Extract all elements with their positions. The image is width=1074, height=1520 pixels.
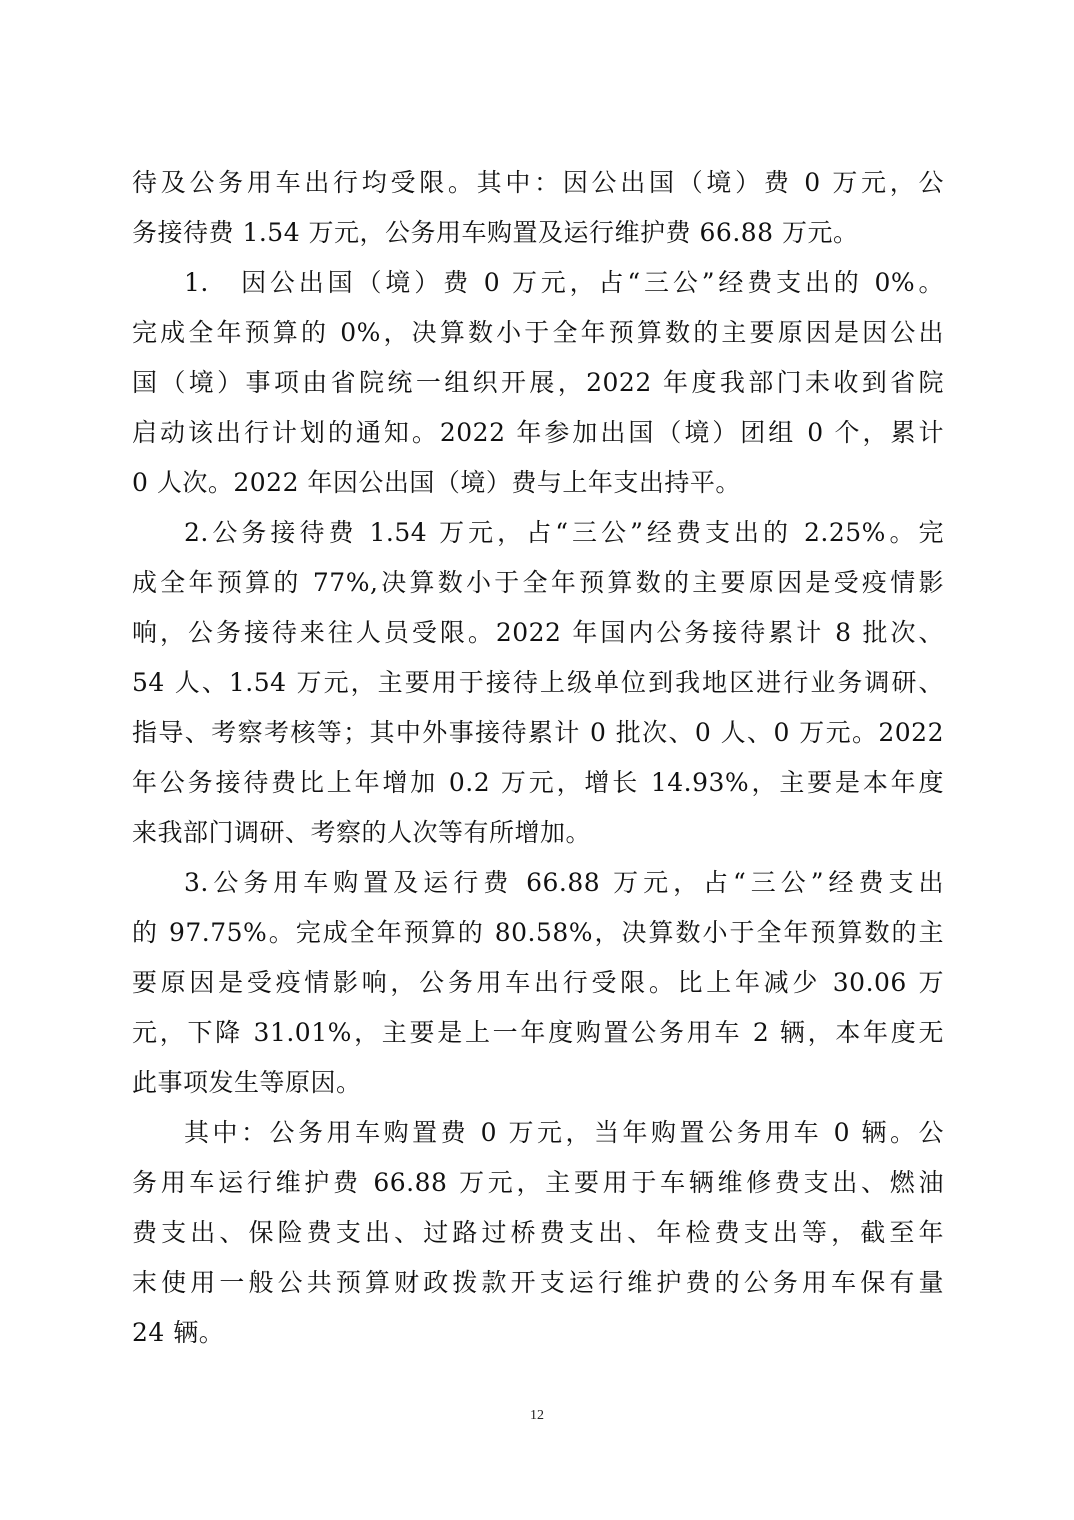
paragraph-line: 务用车运行维护费 66.88 万元，主要用于车辆维修费支出、燃油 [132, 1168, 944, 1197]
paragraph-line: 响，公务接待来往人员受限。2022 年国内公务接待累计 8 批次、 [132, 618, 944, 647]
paragraph-line: 末使用一般公共预算财政拨款开支运行维护费的公务用车保有量 [132, 1268, 944, 1297]
paragraph-line: 务接待费 1.54 万元，公务用车购置及运行维护费 66.88 万元。 [132, 218, 859, 247]
paragraph-line: 要原因是受疫情影响，公务用车出行受限。比上年减少 30.06 万 [132, 968, 944, 997]
page-number: 12 [530, 1408, 544, 1423]
paragraph-line: 国（境）事项由省院统一组织开展，2022 年度我部门未收到省院 [132, 368, 944, 397]
paragraph-line: 元，下降 31.01%，主要是上一年度购置公务用车 2 辆，本年度无 [132, 1018, 944, 1047]
document-body [132, 158, 944, 1358]
paragraph-line: 年公务接待费比上年增加 0.2 万元，增长 14.93%，主要是本年度 [132, 768, 944, 797]
paragraph-line: 2.公务接待费 1.54 万元，占“三公”经费支出的 2.25%。完 [184, 518, 944, 547]
paragraph-line: 成全年预算的 77%,决算数小于全年预算数的主要原因是受疫情影 [132, 568, 944, 597]
paragraph-line: 待及公务用车出行均受限。其中：因公出国（境）费 0 万元，公 [132, 168, 944, 197]
paragraph-line: 1. 因公出国（境）费 0 万元，占“三公”经费支出的 0%。 [184, 268, 944, 297]
paragraph-line: 3.公务用车购置及运行费 66.88 万元，占“三公”经费支出 [184, 868, 944, 897]
paragraph-line: 完成全年预算的 0%，决算数小于全年预算数的主要原因是因公出 [132, 318, 944, 347]
paragraph-line: 0 人次。2022 年因公出国（境）费与上年支出持平。 [132, 468, 741, 497]
paragraph-line: 指导、考察考核等；其中外事接待累计 0 批次、0 人、0 万元。2022 [132, 718, 944, 747]
paragraph-line: 24 辆。 [132, 1318, 225, 1347]
paragraph-line: 来我部门调研、考察的人次等有所增加。 [132, 818, 592, 847]
paragraph-line: 此事项发生等原因。 [132, 1068, 362, 1097]
paragraph-line: 启动该出行计划的通知。2022 年参加出国（境）团组 0 个，累计 [132, 418, 944, 447]
paragraph-line: 54 人、1.54 万元，主要用于接待上级单位到我地区进行业务调研、 [132, 668, 944, 697]
paragraph-line: 的 97.75%。完成全年预算的 80.58%，决算数小于全年预算数的主 [132, 918, 944, 947]
paragraph-line: 费支出、保险费支出、过路过桥费支出、年检费支出等，截至年 [132, 1218, 944, 1247]
paragraph-line: 其中：公务用车购置费 0 万元，当年购置公务用车 0 辆。公 [184, 1118, 944, 1147]
